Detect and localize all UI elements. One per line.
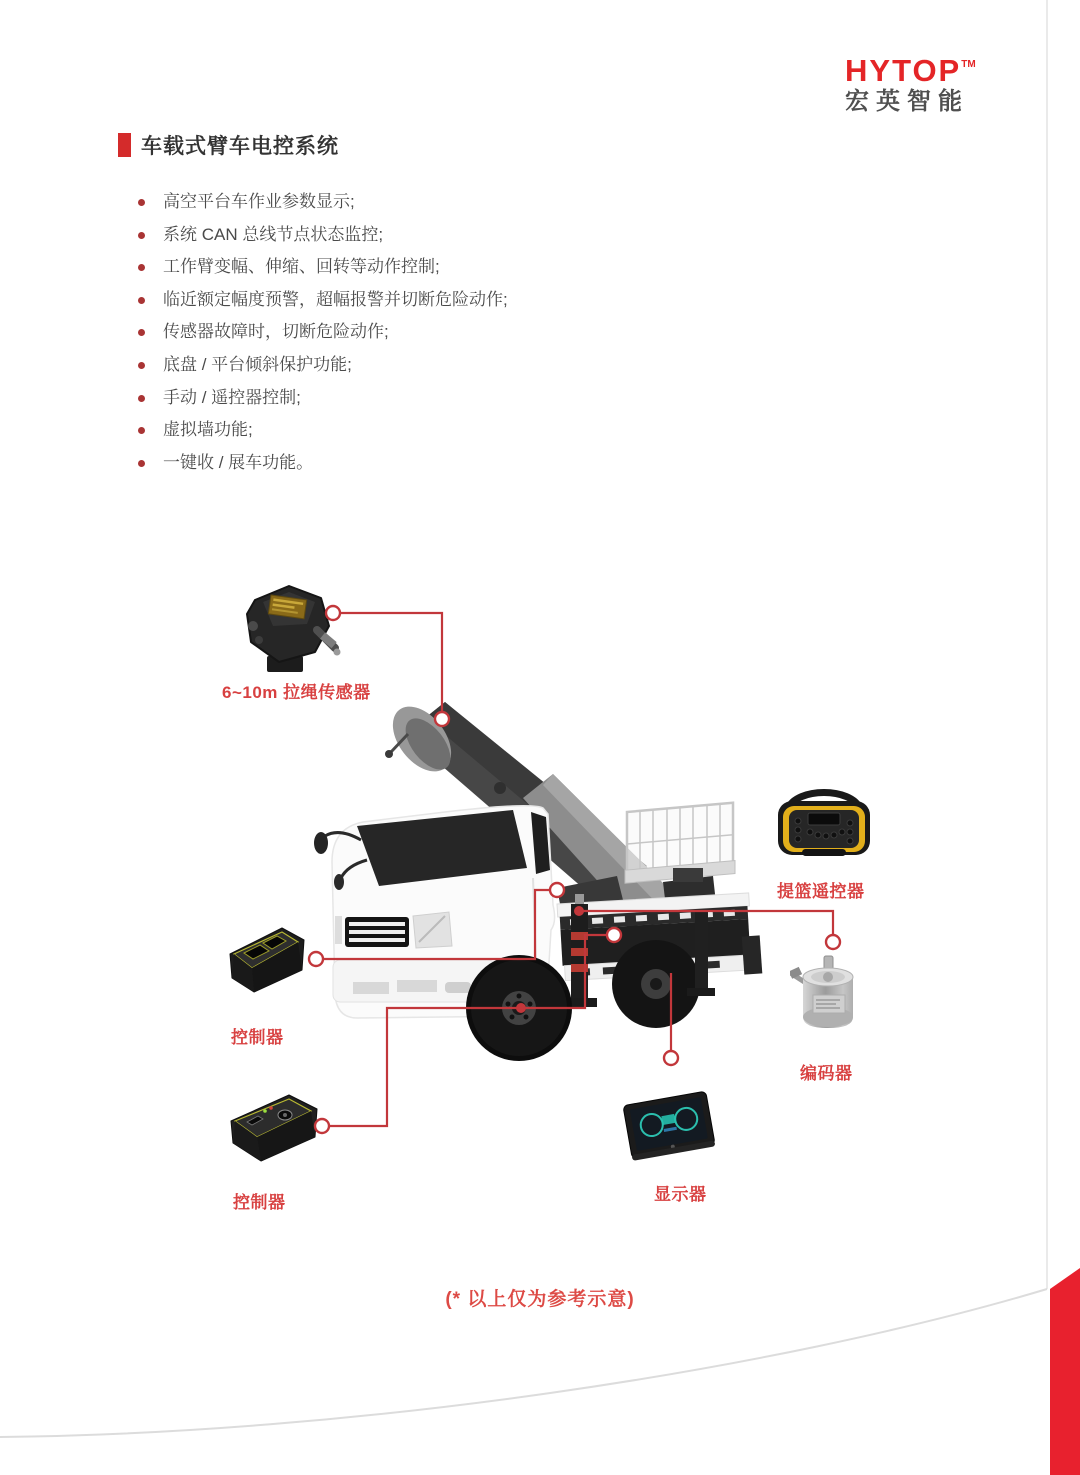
feature-text: 一键收 / 展车功能。 [163, 452, 314, 472]
endpoint-ring [315, 1119, 329, 1133]
encoder-label: 编码器 [800, 1064, 853, 1083]
feature-text: 手动 / 遥控器控制; [163, 387, 301, 407]
feature-text: 工作臂变幅、伸缩、回转等动作控制; [163, 257, 440, 277]
feature-text: 传感器故障时，切断危险动作; [163, 322, 389, 342]
reference-note: (* 以上仅为参考示意) [445, 1289, 635, 1310]
basket-remote-label: 提篮遥控器 [777, 882, 865, 901]
feature-text: 系统 CAN 总线节点状态监控; [163, 224, 384, 244]
feature-text: 高空平台车作业参数显示; [163, 192, 355, 211]
endpoint-ring [550, 883, 564, 897]
endpoint-dot [516, 1003, 526, 1013]
controller-upper-line [323, 890, 550, 959]
connector-endpoints [309, 606, 840, 1133]
section-title: 车载式臂车电控系统 [141, 135, 339, 158]
endpoint-ring [826, 935, 840, 949]
display-label: 显示器 [654, 1185, 707, 1204]
brand-name: HYTOP™ [845, 53, 976, 88]
feature-text: 底盘 / 平台倾斜保护功能; [163, 354, 352, 374]
endpoint-ring [435, 712, 449, 726]
controller-lower-label: 控制器 [233, 1193, 286, 1212]
endpoint-ring [326, 606, 340, 620]
trademark-mark: TM [961, 59, 976, 70]
rope-sensor-label: 6~10m 拉绳传感器 [222, 683, 371, 702]
bottom-curve [0, 1289, 1047, 1437]
red-corner-accent [1050, 1268, 1080, 1475]
endpoint-ring [607, 928, 621, 942]
feature-text: 虚拟墙功能; [163, 420, 253, 440]
endpoint-dot [574, 906, 584, 916]
controller-upper-label: 控制器 [231, 1028, 284, 1047]
endpoint-ring [664, 1051, 678, 1065]
endpoint-ring [309, 952, 323, 966]
controller-lower-line [329, 935, 607, 1126]
feature-text: 临近额定幅度预警，超幅报警并切断危险动作; [163, 289, 508, 309]
connector-lines [323, 613, 833, 1126]
brand-subtitle: 宏英智能 [845, 88, 969, 115]
